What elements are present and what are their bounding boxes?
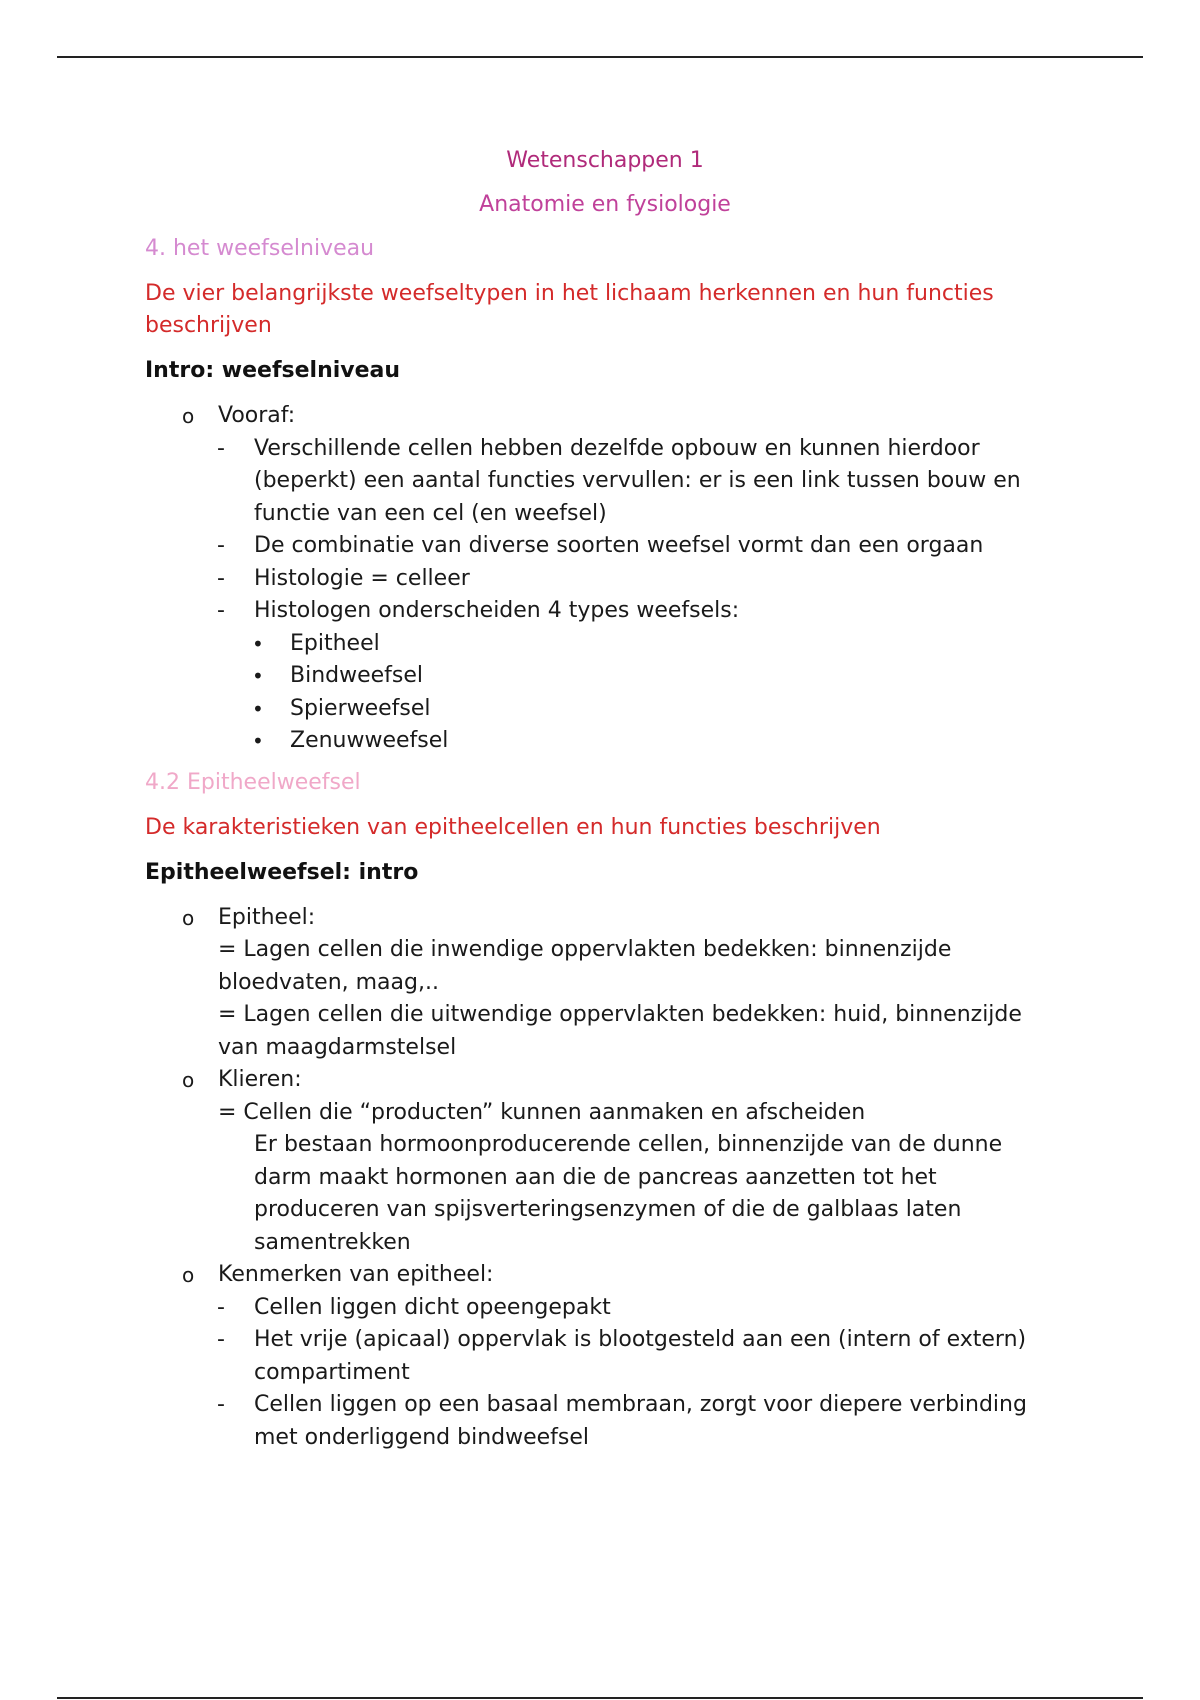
epitheel-block [145, 902, 1065, 1455]
top-rule [57, 56, 1143, 58]
page-subtitle: Anatomie en fysiologie [479, 192, 731, 217]
list-item: o Klieren: [145, 1064, 1065, 1097]
list-item: • Bindweefsel [145, 660, 1065, 693]
vooraf-block [145, 400, 1065, 758]
bottom-rule [57, 1697, 1143, 1699]
list-item: - De combinatie van diverse soorten weefsel vormt dan een orgaan [145, 530, 1065, 563]
list-item: - Histologie = celleer [145, 563, 1065, 596]
dash-bullet-icon: - [217, 435, 225, 461]
objective-1: De vier belangrijkste weefseltypen in het lichaam herkennen en hun functies beschrijven [145, 281, 994, 338]
list-item: • Spierweefsel [145, 693, 1065, 726]
dash-bullet-icon: - [217, 1294, 225, 1320]
list-item: - Verschillende cellen hebben dezelfde opbouw en kunnen hierdoor (beperkt) een aantal functies vervullen: er is een link tussen bouw en functie van een cel (en weefsel) [145, 433, 1065, 531]
list-item: o Epitheel: [145, 902, 1065, 935]
circle-bullet-icon: o [182, 905, 195, 930]
list-item: - Cellen liggen op een basaal membraan, zorgt voor diepere verbinding met onderliggend bindweefsel [145, 1389, 1065, 1454]
dash-bullet-icon: - [217, 533, 225, 558]
dot-bullet-icon: • [252, 696, 264, 721]
page-title: Wetenschappen 1 [506, 148, 704, 173]
dash-bullet-icon: - [217, 1392, 225, 1417]
section-heading-1: 4. het weefselniveau [145, 236, 375, 261]
subheading-2: Epitheelweefsel: intro [145, 859, 419, 885]
objective-2: De karakteristieken van epitheelcellen en hun functies beschrijven [145, 814, 881, 840]
list-item: - Het vrije (apicaal) oppervlak is blootgesteld aan een (intern of extern) compartiment [145, 1324, 1065, 1389]
list-item: • Epitheel [145, 628, 1065, 661]
dot-bullet-icon: • [252, 664, 264, 688]
note-paragraph: Er bestaan hormoonproducerende cellen, binnenzijde van de dunne darm maakt hormonen aan die de pancreas aanzetten tot het produceren van spijsverteringsenzymen of die de galblaas laten samentrekken [254, 1132, 1003, 1255]
circle-bullet-icon: o [182, 1068, 195, 1092]
list-item: o Vooraf: [145, 400, 1065, 433]
definition-line: = Lagen cellen die inwendige oppervlakten bedekken: binnenzijde bloedvaten, maag,.. [218, 937, 952, 995]
list-item: - Cellen liggen dicht opeengepakt [145, 1292, 1065, 1325]
dash-bullet-icon: - [217, 1327, 225, 1352]
circle-bullet-icon: o [182, 1263, 195, 1287]
list-item: • Zenuwweefsel [145, 725, 1065, 758]
circle-bullet-icon: o [182, 404, 195, 428]
subheading-1: Intro: weefselniveau [145, 358, 401, 383]
list-item: - Histologen onderscheiden 4 types weefsels: [145, 595, 1065, 628]
dash-bullet-icon: - [217, 598, 225, 623]
definition-line: = Cellen die “producten” kunnen aanmaken en afscheiden [218, 1099, 866, 1125]
dot-bullet-icon: • [252, 729, 264, 753]
section-heading-2: 4.2 Epitheelweefsel [145, 769, 361, 795]
dot-bullet-icon: • [252, 631, 264, 656]
dash-bullet-icon: - [217, 565, 225, 591]
definition-line: = Lagen cellen die uitwendige oppervlakten bedekken: huid, binnenzijde van maagdarmstelsel [218, 1002, 1022, 1060]
list-item: o Kenmerken van epitheel: [145, 1259, 1065, 1292]
document-page [145, 140, 1065, 1454]
